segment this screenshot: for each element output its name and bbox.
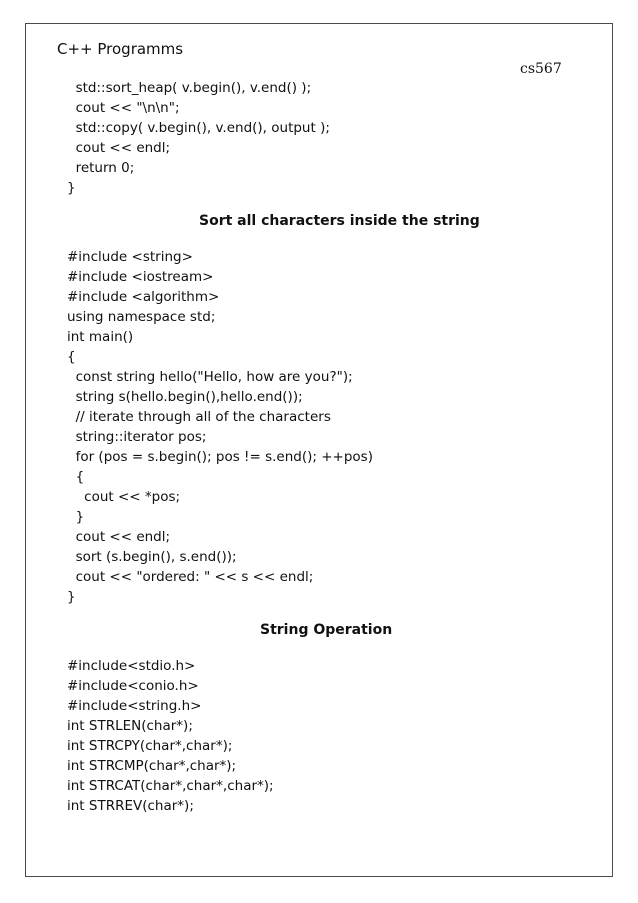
code-line: std::copy( v.begin(), v.end(), output );: [67, 120, 330, 136]
code-line: #include <string>: [67, 249, 193, 265]
code-line: #include<conio.h>: [67, 678, 199, 694]
code-line: int STRCAT(char*,char*,char*);: [67, 778, 274, 794]
code-line: int STRCPY(char*,char*);: [67, 738, 233, 754]
code-line: }: [67, 589, 76, 605]
code-line: cout << *pos;: [67, 489, 181, 505]
code-line: cout << endl;: [67, 140, 171, 156]
code-line: {: [67, 349, 76, 365]
code-line: sort (s.begin(), s.end());: [67, 549, 237, 565]
code-line: cout << endl;: [67, 529, 171, 545]
code-line: std::sort_heap( v.begin(), v.end() );: [67, 80, 312, 96]
code-line: cout << "\n\n";: [67, 100, 180, 116]
code-line: #include <iostream>: [67, 269, 214, 285]
code-line: cout << "ordered: " << s << endl;: [67, 569, 314, 585]
section-heading-sort: Sort all characters inside the string: [199, 213, 480, 229]
code-line: #include <algorithm>: [67, 289, 220, 305]
code-line: int STRREV(char*);: [67, 798, 194, 814]
page-header-title: C++ Programms: [57, 40, 184, 58]
section-heading-string-operation: String Operation: [260, 622, 393, 638]
code-line: int STRLEN(char*);: [67, 718, 193, 734]
code-line: int main(): [67, 329, 134, 345]
code-line: string::iterator pos;: [67, 429, 207, 445]
code-line: {: [67, 469, 85, 485]
code-line: int STRCMP(char*,char*);: [67, 758, 237, 774]
code-line: string s(hello.begin(),hello.end());: [67, 389, 303, 405]
code-line: }: [67, 180, 76, 196]
code-line: #include<string.h>: [67, 698, 202, 714]
code-line: // iterate through all of the characters: [67, 409, 331, 425]
code-line: const string hello("Hello, how are you?");: [67, 369, 353, 385]
code-line: return 0;: [67, 160, 135, 176]
code-line: using namespace std;: [67, 309, 216, 325]
code-line: }: [67, 509, 85, 525]
code-line: #include<stdio.h>: [67, 658, 196, 674]
code-line: for (pos = s.begin(); pos != s.end(); ++pos): [67, 449, 373, 465]
page-header-code: cs567: [520, 61, 562, 77]
